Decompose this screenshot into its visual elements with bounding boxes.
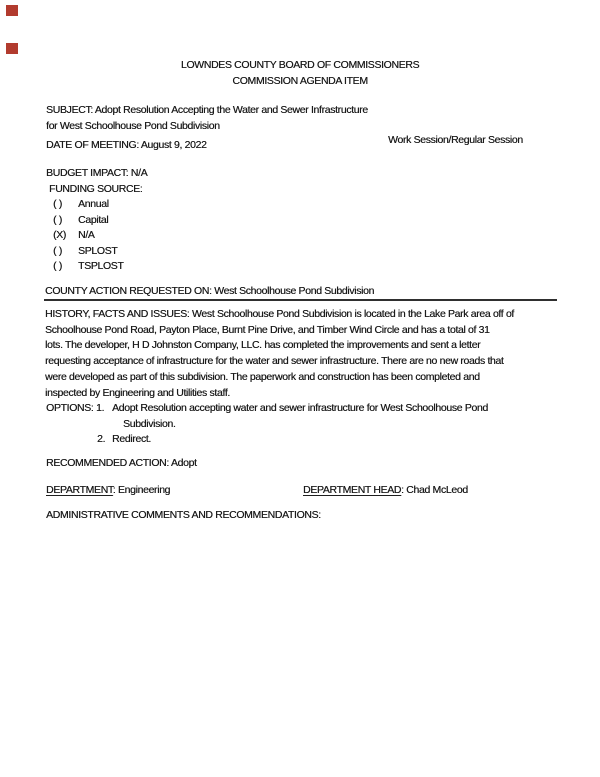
option-1-number: 1.: [96, 402, 105, 414]
options-label: OPTIONS:: [46, 402, 94, 414]
funding-option-capital: [53, 213, 123, 229]
funding-option-na: [53, 228, 123, 244]
county-action-requested: COUNTY ACTION REQUESTED ON: West Schoolhouse Pond Subdivision: [45, 285, 374, 297]
subject-block: [46, 103, 368, 134]
date-of-meeting: DATE OF MEETING: August 9, 2022: [46, 139, 207, 151]
history-line: lots. The developer, H D Johnston Company, LLC. has completed the improvements and sent a letter: [45, 339, 481, 352]
department-head-label: DEPARTMENT HEAD: [303, 484, 402, 496]
funding-source-options: [53, 197, 123, 275]
department-head-field: [303, 484, 468, 496]
subject-line-1: SUBJECT: Adopt Resolution Accepting the Water and Sewer Infrastructure: [46, 104, 368, 116]
recommended-action: RECOMMENDED ACTION: Adopt: [46, 457, 197, 469]
department-value: : Engineering: [112, 484, 171, 496]
option-1-text-continued: Subdivision.: [123, 418, 176, 430]
checkbox-unchecked: ( ): [53, 213, 62, 226]
administrative-comments-label: ADMINISTRATIVE COMMENTS AND RECOMMENDATIONS:: [46, 509, 321, 521]
funding-option-label: SPLOST: [78, 244, 118, 257]
funding-option-label: Annual: [78, 198, 109, 210]
checkbox-unchecked: ( ): [53, 260, 62, 273]
history-line: inspected by Engineering and Utilities staff.: [45, 386, 230, 399]
history-facts-issues: [45, 307, 514, 401]
funding-option-annual: [53, 197, 123, 213]
option-2-text: Redirect.: [112, 433, 151, 445]
history-line: were developed as part of this subdivision. The paperwork and construction has been completed and: [45, 370, 480, 383]
funding-source-label: FUNDING SOURCE:: [49, 183, 143, 195]
history-line: Schoolhouse Pond Road, Payton Place, Burnt Pine Drive, and Timber Wind Circle and has a total of 31: [45, 323, 490, 336]
history-line: requesting acceptance of infrastructure for the water and sewer infrastructure. There are no new roads that: [45, 355, 504, 368]
funding-option-splost: [53, 244, 123, 260]
horizontal-divider-rule: [44, 299, 557, 301]
option-1-text: Adopt Resolution accepting water and sewer infrastructure for West Schoolhouse Pond: [112, 402, 488, 414]
title-line-2: COMMISSION AGENDA ITEM: [232, 75, 368, 87]
corner-red-mark: [6, 5, 18, 16]
history-line: HISTORY, FACTS AND ISSUES: West Schoolhouse Pond Subdivision is located in the Lake Park area off of: [45, 308, 514, 320]
corner-red-mark: [6, 43, 18, 54]
budget-impact: BUDGET IMPACT: N/A: [46, 167, 148, 179]
funding-option-label: Capital: [78, 213, 109, 226]
funding-option-label: N/A: [78, 229, 95, 242]
department-field: [46, 484, 170, 496]
subject-line-2: for West Schoolhouse Pond Subdivision: [46, 119, 220, 132]
document-title: [0, 57, 600, 89]
option-2-number: 2.: [97, 433, 106, 445]
department-head-value: : Chad McLeod: [401, 484, 468, 496]
checkbox-unchecked: ( ): [53, 244, 62, 257]
department-label: DEPARTMENT: [46, 484, 113, 496]
funding-option-tsplost: [53, 259, 123, 275]
checkbox-checked: (X): [53, 229, 66, 242]
checkbox-unchecked: ( ): [53, 198, 62, 210]
title-line-1: LOWNDES COUNTY BOARD OF COMMISSIONERS: [180, 59, 420, 71]
session-type-label: Work Session/Regular Session: [388, 134, 523, 146]
funding-option-label: TSPLOST: [78, 260, 124, 273]
